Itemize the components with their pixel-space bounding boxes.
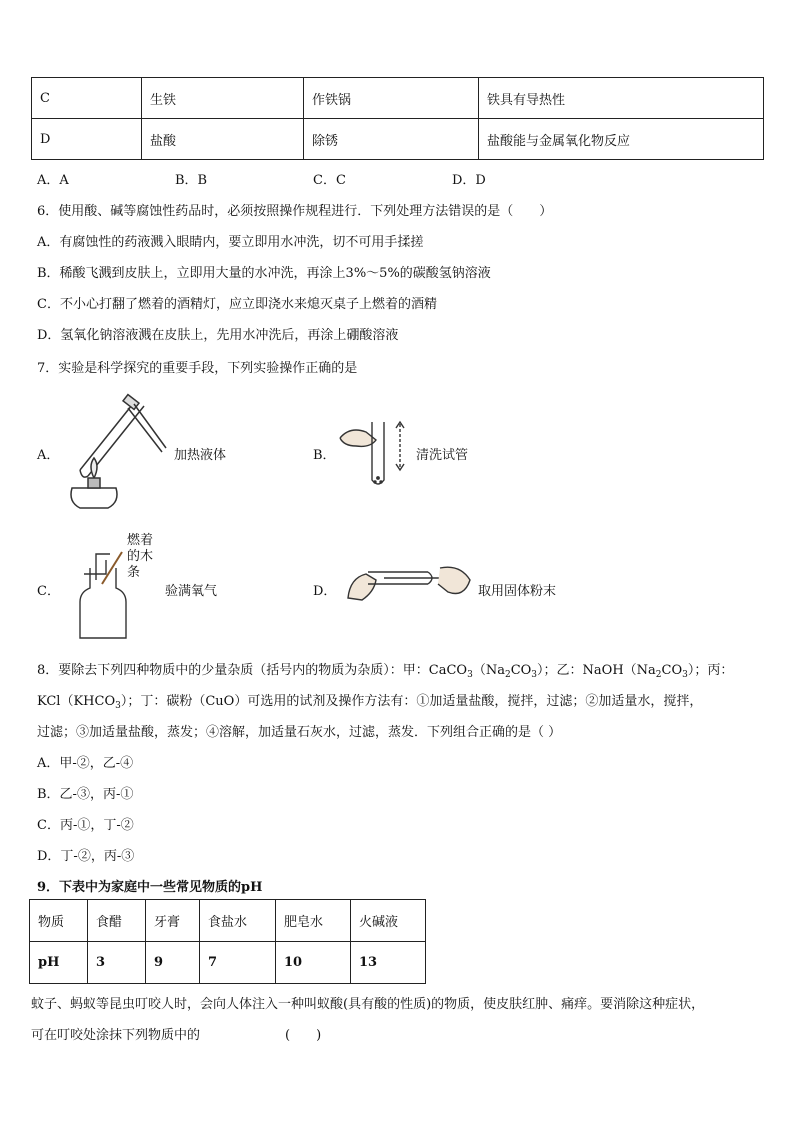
- table-header-cell: 食盐水: [200, 900, 276, 942]
- q7-stem: 7．实验是科学探究的重要手段，下列实验操作正确的是: [37, 361, 358, 376]
- q6-option-c[interactable]: C．不小心打翻了燃着的酒精灯，应立即浇水来熄灭桌子上燃着的酒精: [37, 297, 437, 312]
- q6-option-d[interactable]: D．氢氧化钠溶液溅在皮肤上，先用水冲洗后，再涂上硼酸溶液: [37, 328, 399, 343]
- q6-option-a[interactable]: A．有腐蚀性的药液溅入眼睛内，要立即用水冲洗，切不可用手揉搓: [37, 235, 424, 250]
- table-header-cell: 牙膏: [146, 900, 200, 942]
- text: 8．要除去下列四种物质中的少量杂质（括号内的物质为杂质）：甲：CaCO: [37, 663, 468, 678]
- table-cell: 盐酸能与金属氧化物反应: [479, 119, 764, 160]
- q5-option-a[interactable]: A．A: [37, 173, 69, 188]
- table-cell: D: [32, 119, 142, 160]
- label-line: 燃着: [127, 533, 154, 548]
- ph-table: [29, 899, 426, 984]
- table-cell: 除锈: [304, 119, 479, 160]
- label-line: 条: [127, 565, 141, 580]
- table-cell: 10: [276, 942, 351, 984]
- table-cell: 盐酸: [142, 119, 304, 160]
- text: CO: [510, 663, 532, 678]
- q8-stem-line1: [37, 659, 733, 680]
- q7-option-a-caption: 加热液体: [174, 448, 227, 463]
- table-row: [30, 942, 426, 984]
- q8-option-d[interactable]: D．丁-②，丙-③: [37, 849, 135, 864]
- cleaning-test-tube-figure: [336, 418, 416, 490]
- oxygen-bottle-figure: [76, 550, 130, 640]
- answer-blank: ( ): [285, 1028, 322, 1043]
- subscript: 3: [467, 670, 473, 680]
- q7-option-b-caption: 清洗试管: [416, 448, 469, 463]
- q7-option-c-letter[interactable]: C．: [37, 584, 60, 599]
- table-cell: 作铁锅: [304, 78, 479, 119]
- text: ）；丙：: [687, 663, 734, 678]
- q5-table: [31, 77, 764, 160]
- q8-stem-line3: 过滤；③加适量盐酸，蒸发；④溶解，加适量石灰水，过滤，蒸发．下列组合正确的是（ ）: [37, 725, 562, 740]
- text: CO: [661, 663, 683, 678]
- table-header-cell: 物质: [30, 900, 88, 942]
- q7-option-a-letter[interactable]: A．: [37, 448, 60, 463]
- q7-option-d-letter[interactable]: D．: [313, 584, 337, 599]
- text: KCl（KHCO: [37, 694, 116, 709]
- table-cell: 7: [200, 942, 276, 984]
- q9-paragraph-line2: 可在叮咬处涂抹下列物质中的: [31, 1028, 201, 1043]
- table-row: [30, 900, 426, 942]
- q7-option-d-caption: 取用固体粉末: [478, 584, 557, 599]
- table-cell: 9: [146, 942, 200, 984]
- label-line: 的木: [127, 549, 154, 564]
- q5-option-c[interactable]: C．C: [313, 173, 346, 188]
- subscript: 2: [655, 670, 662, 680]
- table-header-cell: 火碱液: [351, 900, 426, 942]
- table-cell: 13: [351, 942, 426, 984]
- q5-option-b[interactable]: B．B: [175, 173, 208, 188]
- table-header-cell: 食醋: [88, 900, 146, 942]
- q8-option-c[interactable]: C．丙-①，丁-②: [37, 818, 134, 833]
- text: （Na: [472, 663, 505, 678]
- q8-option-a[interactable]: A．甲-②，乙-④: [37, 756, 134, 771]
- subscript: 2: [504, 670, 511, 680]
- burning-stick-label: [127, 533, 167, 581]
- subscript: 3: [115, 701, 121, 711]
- q9-stem: 9．下表中为家庭中一些常见物质的pH: [37, 880, 263, 895]
- q7-option-c-caption: 验满氧气: [165, 584, 218, 599]
- table-row: [32, 78, 764, 119]
- text: ）；乙：NaOH（Na: [537, 663, 656, 678]
- q8-option-b[interactable]: B．乙-③，丙-①: [37, 787, 134, 802]
- q7-option-b-letter[interactable]: B．: [313, 448, 336, 463]
- table-cell: 3: [88, 942, 146, 984]
- subscript: 3: [531, 670, 538, 680]
- table-header-cell: 肥皂水: [276, 900, 351, 942]
- subscript: 3: [682, 670, 688, 680]
- text: ）；丁：碳粉（CuO）可选用的试剂及操作方法有：①加适量盐酸，搅拌，过滤；②加适量水，搅拌，: [120, 694, 703, 709]
- q6-stem: 6．使用酸、碱等腐蚀性药品时，必须按照操作规程进行．下列处理方法错误的是（ ）: [37, 204, 553, 219]
- table-cell: pH: [30, 942, 88, 984]
- table-cell: 生铁: [142, 78, 304, 119]
- table-cell: 铁具有导热性: [479, 78, 764, 119]
- table-cell: C: [32, 78, 142, 119]
- q9-paragraph-line1: 蚊子、蚂蚁等昆虫叮咬人时，会向人体注入一种叫蚁酸(具有酸的性质)的物质，使皮肤红肿、痛痒。要消除这种症状，: [31, 997, 705, 1012]
- heating-liquid-figure: [58, 392, 168, 514]
- q8-stem-line2: [37, 690, 702, 711]
- q5-option-d[interactable]: D．D: [452, 173, 486, 188]
- q6-option-b[interactable]: B．稀酸飞溅到皮肤上，立即用大量的水冲洗，再涂上3%～5%的碳酸氢钠溶液: [37, 266, 491, 281]
- table-row: [32, 119, 764, 160]
- powder-spoon-figure: [344, 558, 474, 608]
